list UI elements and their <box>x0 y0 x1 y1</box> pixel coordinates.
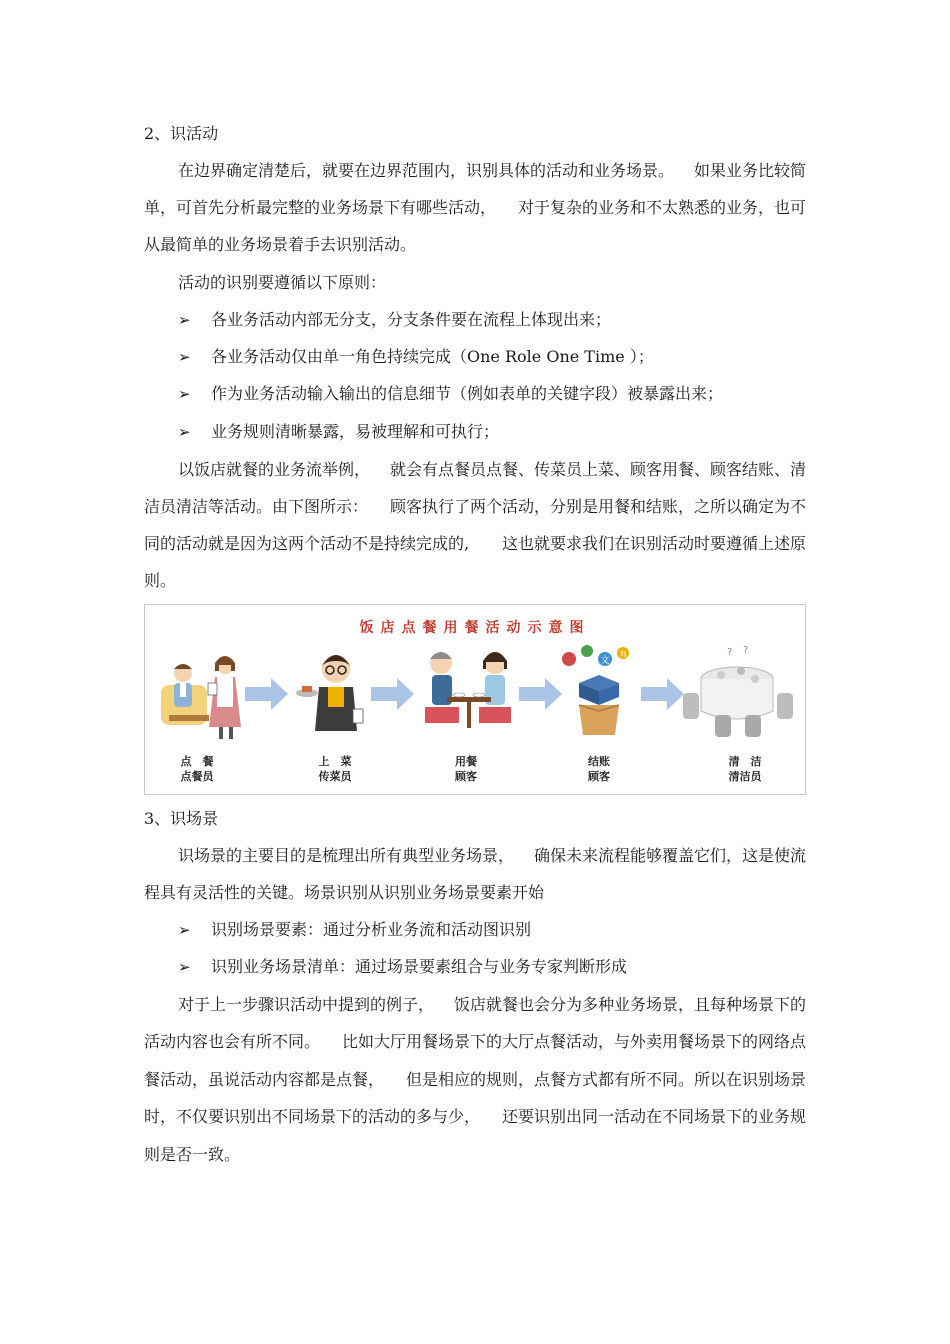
paragraph-line: 时，不仅要识别出不同场景下的活动的多与少， 还要识别出同一活动在不同场景下的业务规 <box>144 1107 806 1126</box>
stage-role-label: 点餐员 <box>180 770 214 783</box>
paragraph-line: 同的活动就是因为这两个活动不是持续完成的, 这也就要求我们在识别活动时要遵循上述原 <box>144 534 806 553</box>
section-heading: 3、识场景 <box>144 809 219 828</box>
stage-action-label: 清 洁 <box>728 755 762 768</box>
svg-text:?: ? <box>727 647 733 658</box>
paragraph-line: 在边界确定清楚后，就要在边界范围内，识别具体的活动和业务场景。 如果业务比较简 <box>178 161 806 180</box>
stage-action-label: 结账 <box>588 755 610 768</box>
flow-arrow-icon <box>371 677 415 711</box>
paragraph-line: 单，可首先分析最完整的业务场景下有哪些活动， 对于复杂的业务和不太熟悉的业务，也可 <box>144 198 806 217</box>
stage-action-label: 用餐 <box>455 755 477 768</box>
paragraph-line: 活动内容也会有所不同。 比如大厅用餐场景下的大厅点餐活动，与外卖用餐场景下的网络点 <box>144 1032 806 1051</box>
list-item: 各业务活动内部无分支，分支条件要在流程上体现出来； <box>211 310 612 329</box>
stage-role-label: 清洁员 <box>728 770 762 783</box>
paragraph-line: 对于上一步骤识活动中提到的例子， 饭店就餐也会分为多种业务场景，且每种场景下的 <box>178 995 806 1014</box>
list-item: 识别场景要素：通过分析业务流和活动图识别 <box>211 920 532 939</box>
bullet-arrow-icon: ➢ <box>178 385 191 403</box>
checkout-payment-illustration <box>557 643 647 745</box>
svg-text:询: 询 <box>619 650 627 658</box>
waiter-taking-order-illustration <box>159 643 249 745</box>
paragraph-line: 活动的识别要遵循以下原则： <box>178 273 387 292</box>
messy-dining-table-illustration <box>679 643 797 745</box>
stage-role-label: 顾客 <box>455 770 477 783</box>
svg-text:?: ? <box>743 645 749 656</box>
bullet-arrow-icon: ➢ <box>178 423 191 441</box>
paragraph-line: 以饭店就餐的业务流举例， 就会有点餐员点餐、传菜员上菜、顾客用餐、顾客结账、清 <box>178 460 806 479</box>
paragraph-line: 则。 <box>144 571 177 590</box>
stage-role-label: 传菜员 <box>318 770 352 783</box>
list-item: 业务规则清晰暴露，易被理解和可执行； <box>211 422 500 441</box>
server-serving-dish-illustration <box>293 643 383 745</box>
paragraph-line: 餐活动，虽说活动内容都是点餐， 但是相应的规则，点餐方式都有所不同。所以在识别场景 <box>144 1070 806 1089</box>
customers-dining-illustration <box>423 643 513 745</box>
flow-arrow-icon <box>245 677 289 711</box>
paragraph-line: 从最简单的业务场景着手去识别活动。 <box>144 235 417 254</box>
list-item: 作为业务活动输入输出的信息细节（例如表单的关键字段）被暴露出来； <box>211 384 724 403</box>
paragraph-line: 洁员清洁等活动。由下图所示： 顾客执行了两个活动，分别是用餐和结账，之所以确定为不 <box>144 497 806 516</box>
bullet-arrow-icon: ➢ <box>178 348 191 366</box>
activity-flow-figure <box>144 604 806 795</box>
paragraph-line: 识场景的主要目的是梳理出所有典型业务场景， 确保未来流程能够覆盖它们，这是使流 <box>178 846 806 865</box>
paragraph-line: 则是否一致。 <box>144 1145 241 1164</box>
section-heading: 2、识活动 <box>144 124 219 143</box>
svg-text:文: 文 <box>600 656 610 666</box>
bullet-arrow-icon: ➢ <box>178 311 191 329</box>
bullet-arrow-icon: ➢ <box>178 958 191 976</box>
list-item: 识别业务场景清单：通过场景要素组合与业务专家判断形成 <box>211 957 628 976</box>
stage-role-label: 顾客 <box>588 770 610 783</box>
bullet-arrow-icon: ➢ <box>178 921 191 939</box>
stage-action-label: 点 餐 <box>180 755 214 768</box>
list-item: 各业务活动仅由单一角色持续完成（One Role One Time ）； <box>211 347 654 366</box>
stage-action-label: 上 菜 <box>318 755 352 768</box>
figure-title: 饭店点餐用餐活动示意图 <box>359 620 591 636</box>
paragraph-line: 程具有灵活性的关键。场景识别从识别业务场景要素开始 <box>144 883 545 902</box>
